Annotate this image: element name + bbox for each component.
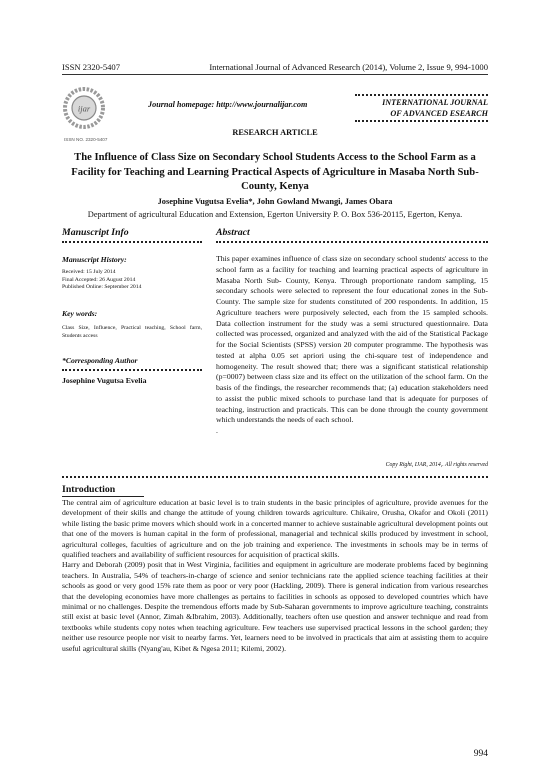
abstract-body: This paper examines influence of class size on secondary school students' access to the school farm as a facility for teaching and learning practical aspects of agriculture in Masaba North Sub- County, Kenya. Through proportionate random sampling, 15 secondary schools were selected to represent the four educational zones in the Sub-County. The sample size for students constituted of 200 respondents. In addition, 15 Agriculture teachers were purposively selected, each from the 15 sampled schools. Data collection instrument for the study was a semi structured questionnaire. Data collected was processed, organized and analyzed with the aid of the Statistical Package for the Social Scientists (SPSS) version 20 computer programme. The hypothesis was tested at alpha 0.05 set apriori using the chi-square test of independence and homogeneity. The result showed that; there was a significant statistical relationship (p=0007) between class size and its effect on the utilization of the school farm. On the basis of the findings, the researcher recommends that; (a) education stakeholders need to assist the public mixed schools to purchase land that is adequate for purposes of teaching, instruction and practicals. This can be done through the county government which understands the needs of each school. [216,254,488,425]
abstract-text [216,254,488,437]
keywords-list: Class Size, Influence, Practical teaching, School farm, Students access [62,325,202,339]
introduction-heading: Introduction [62,484,116,495]
journal-issue: International Journal of Advanced Research (2014), Volume 2, Issue 9, 994-1000 [209,62,488,72]
issn: ISSN 2320-5407 [62,62,121,72]
abstract-heading: Abstract [216,227,250,238]
article-type: RESEARCH ARTICLE [232,128,318,137]
header-rule [62,74,488,75]
corresponding-rule [62,369,202,371]
journal-bottom-rule [355,120,488,122]
introduction-underline [62,496,144,497]
copyright-notice: Copy Right, IJAR, 2014,. All rights reserved [385,462,488,468]
journal-name-box [355,93,488,123]
introduction-paragraph-2: Harry and Deborah (2009) posit that in West Virginia, facilities and equipment in agriculture are moderate problems faced by beginning teachers. In Australia, 54% of teachers-in-charge of science and senior technicians rate the applied science teaching facilities at their schools as good or very good 15% rate them as poor or very poor (Hackling, 2009). There is general indication from various researches that the developing economies have more challenges as pertains to facilities in schools as opposed to developed countries which have minimal or no challenges. Despite the tremendous efforts made by Sub-Saharan governments to improve agriculture teaching, constraints still exist at basic level (Annor, Zimah &Ibrahim, 2003). Additionally, teachers often use question and answer technique and read from textbooks while students copy notes when teaching agriculture. Few teachers use supervised practical lessons in the school garden; they neither use resource people nor visit to nearby farms. Yet, learners need to be involved in practicals that aim at assisting them to acquire useful agricultural skills (Nyang'au, Kibet & Ngesa 2011; Kilemi, 2002). [62,560,488,653]
corresponding-author: Josephine Vugutsa Evelia [62,376,147,385]
introduction-paragraph-1: The central aim of agriculture education at basic level is to train students in the basic principles of agriculture, provide avenues for the development of their skills and change the attitude of young children towards agriculture. Chikaire, Orusha, Okafor and Okoli (2011) while listing the basic prime movers which should work in a concerted manner to achieve sustainable agricultural development points out that one of the movers is human capital in the form of professional, managerial and technical skills produced by investment in school, agricultural colleges, faculties of agriculture and on the job training and experience. The investments in schools may be in terms of qualified teachers and availability of sufficient resources for acquisition of practical skills. [62,498,488,560]
journal-logo [62,86,106,132]
running-header [62,62,488,72]
info-rule [62,241,202,243]
history-label: Manuscript History: [62,255,127,264]
abstract-rule [216,241,488,243]
published-date: Published Online: September 2014 [62,284,142,291]
corresponding-label: *Corresponding Author [62,356,138,365]
affiliation: Department of agricultural Education and Extension, Egerton University P. O. Box 536-20115, Egerton, Kenya. [87,210,463,219]
paper-title: The Influence of Class Size on Secondary School Students Access to the School Farm as a Facility for Teaching and Learning Practical Aspects of Agriculture in Masaba North Sub-County, Kenya [71,152,479,192]
logo-text: ijar [77,103,91,114]
journal-name-line2: OF ADVANCED ESEARCH [390,109,488,118]
journal-top-rule [355,94,488,96]
journal-homepage: Journal homepage: http://www.journalijar.com [148,100,308,109]
received-date: Received: 15 July 2014 [62,269,116,275]
author-list: Josephine Vugutsa Evelia*, John Gowland Mwangi, James Obara [157,197,393,206]
journal-name-line1: INTERNATIONAL JOURNAL [382,98,488,107]
manuscript-dates [62,269,202,292]
manuscript-info-heading: Manuscript Info [62,227,129,238]
accepted-date: Final Accepted: 26 August 2014 [62,276,136,283]
introduction-body [62,498,488,654]
logo-issn: ISSN NO. 2320-5407 [64,137,108,142]
page-number: 994 [473,749,488,759]
keywords-label: Key words: [62,309,98,318]
abstract-trailing: . [216,426,218,435]
abstract-bottom-rule [62,476,488,478]
